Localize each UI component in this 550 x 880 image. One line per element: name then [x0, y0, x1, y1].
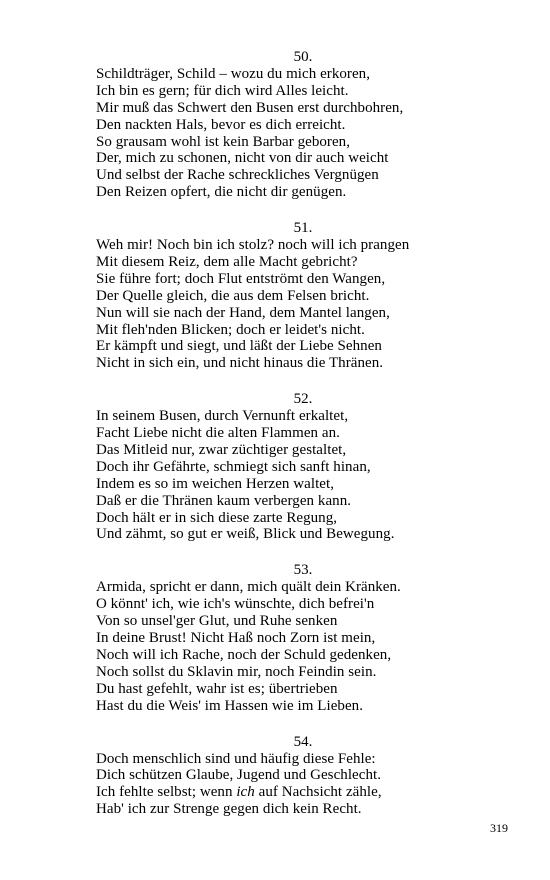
verse-line: Er kämpft und siegt, und läßt der Liebe Sehnen — [96, 338, 382, 355]
verse-line: Doch ihr Gefährte, schmiegt sich sanft hinan, — [96, 458, 371, 475]
verse-line: Du hast gefehlt, wahr ist es; übertrieben — [96, 680, 338, 697]
stanza-51 — [96, 220, 456, 372]
stanza-50 — [96, 49, 456, 201]
verse-line: Hab' ich zur Strenge gegen dich kein Recht. — [96, 801, 362, 818]
verse-line: Weh mir! Noch bin ich stolz? noch will ich prangen — [96, 237, 410, 254]
verse-line: Schildträger, Schild – wozu du mich erkoren, — [96, 66, 371, 82]
verse-line: Mit diesem Reiz, dem alle Macht gebricht? — [96, 254, 358, 271]
verse-line: Noch sollst du Sklavin mir, noch Feindin sein. — [96, 663, 377, 680]
verse-line: Sie führe fort; doch Flut entströmt den Wangen, — [96, 270, 386, 287]
verse-line: So grausam wohl ist kein Barbar geboren, — [96, 133, 351, 150]
verse-line: Doch menschlich sind und häufig diese Fehle: — [96, 750, 376, 767]
page-number: 319 — [490, 821, 508, 835]
verse-line: In deine Brust! Nicht Haß noch Zorn ist mein, — [96, 630, 376, 647]
verse-line: Den nackten Hals, bevor es dich erreicht. — [96, 116, 346, 133]
verse-line: Armida, spricht er dann, mich quält dein Kränken. — [96, 579, 401, 596]
verse-line: Der, mich zu schonen, nicht von dir auch weicht — [96, 150, 389, 167]
verse-line: Noch will ich Rache, noch der Schuld gedenken, — [96, 646, 392, 663]
stanza-53 — [96, 562, 456, 714]
verse-line: Das Mitleid nur, zwar züchtiger gestaltet, — [96, 442, 347, 459]
verse-line: Nun will sie nach der Hand, dem Mantel langen, — [96, 304, 390, 321]
verse-line: Mir muß das Schwert den Busen erst durchbohren, — [96, 99, 404, 116]
verse-line-emphasis: Ich fehlte selbst; wenn ich auf Nachsicht zähle, — [96, 784, 382, 801]
verse-line: Indem es so im weichen Herzen waltet, — [96, 475, 335, 492]
stanza-52 — [96, 391, 456, 543]
verse-line: Und zähmt, so gut er weiß, Blick und Bewegung. — [96, 526, 395, 543]
verse-line: Der Quelle gleich, die aus dem Felsen bricht. — [96, 287, 370, 304]
verse-line: Den Reizen opfert, die nicht dir genügen. — [96, 184, 347, 201]
verse-line: In seinem Busen, durch Vernunft erkaltet, — [96, 408, 349, 425]
verse-line: Ich bin es gern; für dich wird Alles leicht. — [96, 82, 349, 99]
stanza-number: 53. — [293, 562, 313, 579]
poem-body — [96, 49, 456, 837]
verse-line: Und selbst der Rache schreckliches Vergnügen — [96, 167, 379, 184]
verse-line: Facht Liebe nicht die alten Flammen an. — [96, 425, 340, 442]
verse-line: Mit fleh'nden Blicken; doch er leidet's nicht. — [96, 321, 365, 338]
italic-word: ich — [236, 784, 255, 801]
verse-line: Von so unsel'ger Glut, und Ruhe senken — [96, 613, 338, 630]
stanza-54 — [96, 734, 456, 819]
verse-line: Dich schützen Glaube, Jugend und Geschlecht. — [96, 767, 382, 784]
stanza-number: 51. — [293, 220, 313, 237]
stanza-number: 54. — [293, 733, 313, 750]
stanza-number: 50. — [293, 49, 313, 65]
verse-line: Hast du die Weis' im Hassen wie im Lieben. — [96, 697, 364, 714]
stanza-number: 52. — [293, 391, 313, 408]
verse-line: O könnt' ich, wie ich's wünschte, dich befrei'n — [96, 596, 375, 613]
verse-line: Daß er die Thränen kaum verbergen kann. — [96, 492, 352, 509]
verse-line: Doch hält er in sich diese zarte Regung, — [96, 509, 338, 526]
verse-line: Nicht in sich ein, und nicht hinaus die Thränen. — [96, 355, 384, 372]
